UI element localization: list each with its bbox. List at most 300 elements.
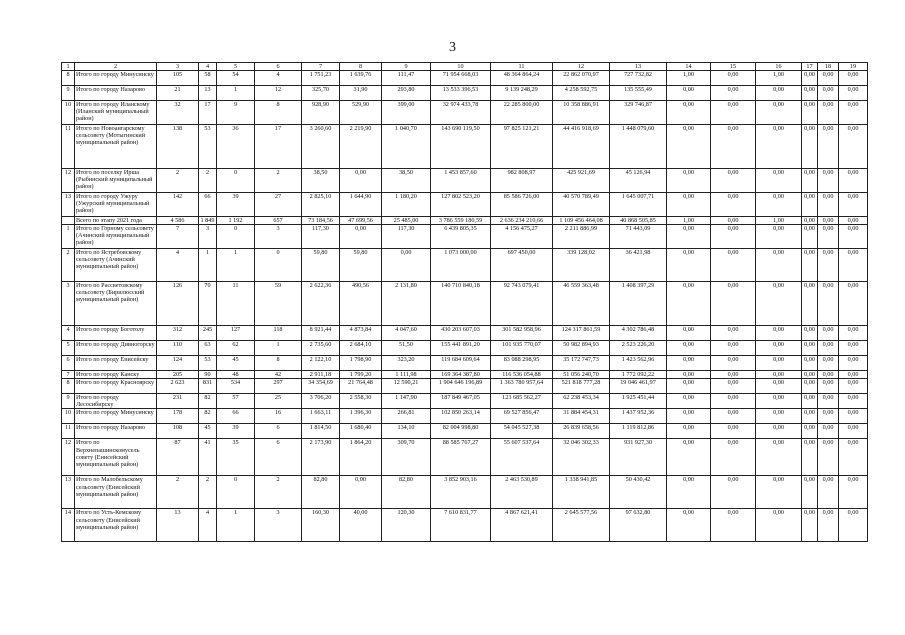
value-cell: 0,00	[667, 125, 711, 169]
value-cell: 1	[217, 86, 255, 101]
value-cell: 45 126,94	[610, 169, 667, 193]
value-cell: 0,00	[756, 394, 802, 409]
table-row	[62, 71, 868, 86]
value-cell: 0,00	[711, 341, 756, 356]
value-cell: 0,00	[667, 193, 711, 217]
value-cell: 0,00	[802, 439, 818, 476]
value-cell: 3 786 559 180,59	[431, 217, 491, 225]
value-cell: 51,50	[382, 341, 431, 356]
value-cell: 9 139 248,29	[491, 86, 553, 101]
row-name-cell: Итого по городу Минусинску	[75, 409, 157, 424]
value-cell: 2 684,10	[340, 341, 382, 356]
value-cell: 2 911,18	[302, 371, 340, 379]
value-cell: 155 441 891,20	[431, 341, 491, 356]
value-cell: 0,00	[839, 86, 868, 101]
value-cell: 0,00	[756, 476, 802, 509]
value-cell: 0,00	[839, 341, 868, 356]
value-cell: 123 685 562,27	[491, 394, 553, 409]
value-cell: 142	[157, 193, 199, 217]
column-header: 9	[382, 63, 431, 71]
value-cell: 97 825 121,21	[491, 125, 553, 169]
value-cell: 0,00	[839, 217, 868, 225]
value-cell: 0,00	[818, 326, 839, 341]
value-cell: 101 935 770,07	[491, 341, 553, 356]
value-cell: 0,00	[711, 509, 756, 542]
value-cell: 0,00	[756, 193, 802, 217]
value-cell: 31 884 454,31	[553, 409, 610, 424]
value-cell: 187 849 467,05	[431, 394, 491, 409]
value-cell: 1 904 646 196,89	[431, 379, 491, 394]
value-cell: 0,00	[711, 101, 756, 125]
value-cell: 63	[199, 341, 217, 356]
column-header: 16	[756, 63, 802, 71]
value-cell: 297	[255, 379, 302, 394]
value-cell: 1,00	[756, 217, 802, 225]
table-row	[62, 476, 868, 509]
page-number: 3	[449, 40, 456, 55]
value-cell: 97 632,80	[610, 509, 667, 542]
value-cell: 0,00	[818, 217, 839, 225]
row-name-cell: Итого по Верхнепашинскомусель совету (Енисейский муниципальный район)	[75, 439, 157, 476]
value-cell: 0,00	[802, 125, 818, 169]
value-cell: 55 607 537,64	[491, 439, 553, 476]
value-cell: 928,90	[302, 101, 340, 125]
value-cell: 41	[199, 439, 217, 476]
table-row	[62, 282, 868, 326]
value-cell: 0,00	[802, 71, 818, 86]
value-cell: 0,00	[756, 101, 802, 125]
value-cell: 19 046 461,97	[610, 379, 667, 394]
value-cell: 1	[217, 249, 255, 282]
value-cell: 6 439 805,35	[431, 225, 491, 249]
value-cell: 82	[199, 409, 217, 424]
value-cell: 0,00	[756, 439, 802, 476]
value-cell: 430 203 607,03	[431, 326, 491, 341]
value-cell: 35	[217, 439, 255, 476]
value-cell: 0,00	[839, 249, 868, 282]
row-number-cell: 3	[62, 282, 75, 326]
value-cell: 40 868 505,85	[610, 217, 667, 225]
value-cell: 0,00	[802, 341, 818, 356]
value-cell: 0,00	[839, 326, 868, 341]
value-cell: 0,00	[802, 101, 818, 125]
value-cell: 0,00	[818, 509, 839, 542]
value-cell: 120,30	[382, 509, 431, 542]
row-name-cell: Итого по Новоангарскому сельсовету (Мотыгинский муниципальный район)	[75, 125, 157, 169]
value-cell: 0,00	[756, 356, 802, 371]
value-cell: 0,00	[756, 424, 802, 439]
value-cell: 1	[217, 509, 255, 542]
value-cell: 2	[157, 476, 199, 509]
table-row	[62, 394, 868, 409]
value-cell: 1 680,40	[340, 424, 382, 439]
value-cell: 0,00	[818, 409, 839, 424]
column-header: 1	[62, 63, 75, 71]
value-cell: 339 128,02	[553, 249, 610, 282]
value-cell: 69 527 856,47	[491, 409, 553, 424]
value-cell: 2 645 577,56	[553, 509, 610, 542]
value-cell: 0,00	[667, 476, 711, 509]
value-cell: 4 586	[157, 217, 199, 225]
value-cell: 0,00	[667, 439, 711, 476]
value-cell: 34 354,69	[302, 379, 340, 394]
table-row	[62, 86, 868, 101]
table-row	[62, 509, 868, 542]
value-cell: 697 450,00	[491, 249, 553, 282]
value-cell: 46 559 363,48	[553, 282, 610, 326]
table-row	[62, 379, 868, 394]
column-header: 5	[217, 63, 255, 71]
value-cell: 2	[255, 476, 302, 509]
value-cell: 0,00	[839, 424, 868, 439]
row-number-cell: 12	[62, 439, 75, 476]
value-cell: 0,00	[818, 394, 839, 409]
value-cell: 0,00	[667, 341, 711, 356]
value-cell: 0,00	[711, 217, 756, 225]
value-cell: 2 122,10	[302, 356, 340, 371]
value-cell: 2 558,30	[340, 394, 382, 409]
value-cell: 0,00	[711, 409, 756, 424]
value-cell: 0,00	[802, 249, 818, 282]
value-cell: 0,00	[802, 193, 818, 217]
value-cell: 0,00	[756, 249, 802, 282]
value-cell: 71 954 668,03	[431, 71, 491, 86]
value-cell: 8	[255, 101, 302, 125]
value-cell: 0,00	[756, 86, 802, 101]
value-cell: 53	[199, 125, 217, 169]
row-number-cell: 11	[62, 424, 75, 439]
column-header: 3	[157, 63, 199, 71]
value-cell: 38,50	[302, 169, 340, 193]
row-name-cell: Итого по городу Дивногорску	[75, 341, 157, 356]
row-name-cell: Итого по городу Енисейску	[75, 356, 157, 371]
value-cell: 88 585 767,27	[431, 439, 491, 476]
value-cell: 0,00	[667, 509, 711, 542]
value-cell: 0,00	[340, 476, 382, 509]
value-cell: 102 850 263,14	[431, 409, 491, 424]
table-row	[62, 169, 868, 193]
value-cell: 58	[199, 71, 217, 86]
value-cell: 0,00	[756, 169, 802, 193]
value-cell: 32	[157, 101, 199, 125]
column-header-row	[62, 63, 868, 71]
value-cell: 0,00	[711, 71, 756, 86]
column-header: 8	[340, 63, 382, 71]
value-cell: 40 570 789,49	[553, 193, 610, 217]
row-name-cell: Итого по городу Минусинску	[75, 71, 157, 86]
value-cell: 0,00	[839, 356, 868, 371]
value-cell: 169 364 387,80	[431, 371, 491, 379]
value-cell: 2 623	[157, 379, 199, 394]
value-cell: 0,00	[839, 169, 868, 193]
value-cell: 2 735,60	[302, 341, 340, 356]
value-cell: 110	[157, 341, 199, 356]
row-name-cell: Итого по городу Назарово	[75, 424, 157, 439]
value-cell: 1 192	[217, 217, 255, 225]
value-cell: 10 358 886,91	[553, 101, 610, 125]
value-cell: 2 219,90	[340, 125, 382, 169]
value-cell: 3 260,60	[302, 125, 340, 169]
value-cell: 22 862 070,97	[553, 71, 610, 86]
table-row	[62, 409, 868, 424]
value-cell: 0,00	[802, 371, 818, 379]
value-cell: 2 173,90	[302, 439, 340, 476]
table-row	[62, 101, 868, 125]
value-cell: 0,00	[711, 394, 756, 409]
value-cell: 3 706,20	[302, 394, 340, 409]
value-cell: 13	[199, 86, 217, 101]
row-number-cell	[62, 217, 75, 225]
table-row	[62, 249, 868, 282]
value-cell: 31,90	[340, 86, 382, 101]
value-cell: 35 172 747,73	[553, 356, 610, 371]
row-number-cell: 13	[62, 193, 75, 217]
value-cell: 0,00	[711, 379, 756, 394]
value-cell: 51 056 240,70	[553, 371, 610, 379]
value-cell: 1,00	[667, 71, 711, 86]
value-cell: 0,00	[802, 217, 818, 225]
table-row	[62, 371, 868, 379]
column-header: 6	[255, 63, 302, 71]
value-cell: 0,00	[839, 509, 868, 542]
value-cell: 231	[157, 394, 199, 409]
table-total-row	[62, 217, 868, 225]
value-cell: 140 710 840,18	[431, 282, 491, 326]
value-cell: 0,00	[667, 371, 711, 379]
value-cell: 8	[255, 356, 302, 371]
value-cell: 135 555,49	[610, 86, 667, 101]
value-cell: 0,00	[711, 476, 756, 509]
value-cell: 0,00	[818, 341, 839, 356]
value-cell: 22 285 800,00	[491, 101, 553, 125]
table-row	[62, 125, 868, 169]
value-cell: 0,00	[802, 476, 818, 509]
value-cell: 82 004 998,80	[431, 424, 491, 439]
value-cell: 7 610 831,77	[431, 509, 491, 542]
row-name-cell: Итого по городу Красноярску	[75, 379, 157, 394]
value-cell: 0,00	[839, 193, 868, 217]
value-cell: 1,00	[756, 71, 802, 86]
row-number-cell: 2	[62, 249, 75, 282]
value-cell: 90	[199, 371, 217, 379]
value-cell: 1 772 092,22	[610, 371, 667, 379]
value-cell: 50 982 894,93	[553, 341, 610, 356]
value-cell: 0,00	[756, 326, 802, 341]
value-cell: 1 864,20	[340, 439, 382, 476]
value-cell: 108	[157, 424, 199, 439]
value-cell: 325,70	[302, 86, 340, 101]
value-cell: 0,00	[711, 169, 756, 193]
value-cell: 118	[255, 326, 302, 341]
value-cell: 0,00	[711, 193, 756, 217]
value-cell: 0,00	[340, 225, 382, 249]
value-cell: 0,00	[667, 225, 711, 249]
value-cell: 0	[217, 225, 255, 249]
row-name-cell: Итого по городу Боготолу	[75, 326, 157, 341]
value-cell: 1 645 007,71	[610, 193, 667, 217]
value-cell: 0,00	[839, 439, 868, 476]
value-cell: 0,00	[756, 282, 802, 326]
value-cell: 70	[199, 282, 217, 326]
value-cell: 0,00	[818, 249, 839, 282]
value-cell: 111,47	[382, 71, 431, 86]
row-number-cell: 14	[62, 509, 75, 542]
value-cell: 73 184,56	[302, 217, 340, 225]
row-number-cell: 8	[62, 379, 75, 394]
value-cell: 127 802 523,20	[431, 193, 491, 217]
value-cell: 48	[217, 371, 255, 379]
value-cell: 0,00	[818, 101, 839, 125]
value-cell: 53	[199, 356, 217, 371]
value-cell: 17	[255, 125, 302, 169]
value-cell: 0,00	[818, 476, 839, 509]
value-cell: 21	[157, 86, 199, 101]
value-cell: 301 582 958,96	[491, 326, 553, 341]
value-cell: 66	[217, 409, 255, 424]
value-cell: 1 423 562,96	[610, 356, 667, 371]
value-cell: 50 430,42	[610, 476, 667, 509]
value-cell: 16	[255, 409, 302, 424]
value-cell: 59,80	[302, 249, 340, 282]
column-header: 2	[75, 63, 157, 71]
value-cell: 3	[199, 225, 217, 249]
value-cell: 0,00	[839, 371, 868, 379]
value-cell: 36	[217, 125, 255, 169]
value-cell: 59	[255, 282, 302, 326]
value-cell: 39	[217, 424, 255, 439]
value-cell: 0,00	[839, 394, 868, 409]
value-cell: 45	[217, 356, 255, 371]
value-cell: 982 808,97	[491, 169, 553, 193]
value-cell: 26 839 658,56	[553, 424, 610, 439]
value-cell: 138	[157, 125, 199, 169]
value-cell: 4	[255, 71, 302, 86]
value-cell: 1 925 451,44	[610, 394, 667, 409]
row-number-cell: 12	[62, 169, 75, 193]
value-cell: 0,00	[802, 409, 818, 424]
row-name-cell: Итого по городу Назарово	[75, 86, 157, 101]
value-cell: 1 798,90	[340, 356, 382, 371]
value-cell: 116 536 054,88	[491, 371, 553, 379]
value-cell: 2	[199, 476, 217, 509]
value-cell: 25	[255, 394, 302, 409]
value-cell: 0,00	[818, 169, 839, 193]
value-cell: 0,00	[818, 86, 839, 101]
value-cell: 4 873,84	[340, 326, 382, 341]
column-header: 18	[818, 63, 839, 71]
value-cell: 27	[255, 193, 302, 217]
value-cell: 0,00	[802, 225, 818, 249]
table-body	[62, 63, 868, 542]
value-cell: 309,70	[382, 439, 431, 476]
value-cell: 178	[157, 409, 199, 424]
table-row	[62, 193, 868, 217]
value-cell: 2 825,10	[302, 193, 340, 217]
value-cell: 0,00	[711, 86, 756, 101]
column-header: 10	[431, 63, 491, 71]
value-cell: 105	[157, 71, 199, 86]
value-cell: 160,30	[302, 509, 340, 542]
value-cell: 0,00	[818, 125, 839, 169]
value-cell: 0,00	[667, 169, 711, 193]
value-cell: 0,00	[802, 326, 818, 341]
value-cell: 25 485,00	[382, 217, 431, 225]
value-cell: 83 088 298,95	[491, 356, 553, 371]
value-cell: 323,20	[382, 356, 431, 371]
value-cell: 0,00	[667, 101, 711, 125]
row-name-cell: Итого по городу Ужуру (Ужурский муниципальный район)	[75, 193, 157, 217]
value-cell: 59,80	[340, 249, 382, 282]
value-cell: 0,00	[756, 341, 802, 356]
value-cell: 39	[217, 193, 255, 217]
row-number-cell: 10	[62, 409, 75, 424]
value-cell: 1 849	[199, 217, 217, 225]
value-cell: 245	[199, 326, 217, 341]
value-cell: 425 921,69	[553, 169, 610, 193]
value-cell: 0,00	[711, 424, 756, 439]
value-cell: 66	[199, 193, 217, 217]
value-cell: 12 590,21	[382, 379, 431, 394]
value-cell: 4	[157, 249, 199, 282]
value-cell: 0,00	[667, 282, 711, 326]
value-cell: 0,00	[818, 379, 839, 394]
value-cell: 45	[199, 424, 217, 439]
value-cell: 1 363 780 957,64	[491, 379, 553, 394]
column-header: 17	[802, 63, 818, 71]
row-number-cell: 10	[62, 101, 75, 125]
value-cell: 0,00	[667, 424, 711, 439]
value-cell: 0,00	[756, 509, 802, 542]
table-row	[62, 356, 868, 371]
value-cell: 0,00	[818, 439, 839, 476]
value-cell: 0,00	[667, 86, 711, 101]
value-cell: 2	[255, 169, 302, 193]
value-cell: 8 921,44	[302, 326, 340, 341]
value-cell: 0,00	[818, 356, 839, 371]
value-cell: 0	[217, 169, 255, 193]
value-cell: 36 421,98	[610, 249, 667, 282]
value-cell: 32 974 433,78	[431, 101, 491, 125]
value-cell: 4 258 592,75	[553, 86, 610, 101]
row-name-cell: Всего по этапу 2021 года	[75, 217, 157, 225]
value-cell: 831	[199, 379, 217, 394]
value-cell: 126	[157, 282, 199, 326]
column-header: 4	[199, 63, 217, 71]
value-cell: 1 814,50	[302, 424, 340, 439]
table-row	[62, 341, 868, 356]
value-cell: 1 111,98	[382, 371, 431, 379]
row-name-cell: Итого по поселку Ирша (Рыбинский муниципальный район)	[75, 169, 157, 193]
value-cell: 727 732,82	[610, 71, 667, 86]
value-cell: 1 109 456 464,08	[553, 217, 610, 225]
row-number-cell: 6	[62, 356, 75, 371]
value-cell: 1 119 812,86	[610, 424, 667, 439]
value-cell: 2 211 886,99	[553, 225, 610, 249]
value-cell: 1	[255, 341, 302, 356]
value-cell: 1 040,70	[382, 125, 431, 169]
row-name-cell: Итого по городу Канску	[75, 371, 157, 379]
column-header: 14	[667, 63, 711, 71]
value-cell: 0,00	[667, 379, 711, 394]
value-cell: 2 636 234 210,66	[491, 217, 553, 225]
report-table	[61, 62, 868, 542]
value-cell: 62	[217, 341, 255, 356]
value-cell: 0,00	[340, 169, 382, 193]
value-cell: 4 867 621,41	[491, 509, 553, 542]
value-cell: 490,56	[340, 282, 382, 326]
value-cell: 4 156 475,27	[491, 225, 553, 249]
value-cell: 0,00	[667, 394, 711, 409]
